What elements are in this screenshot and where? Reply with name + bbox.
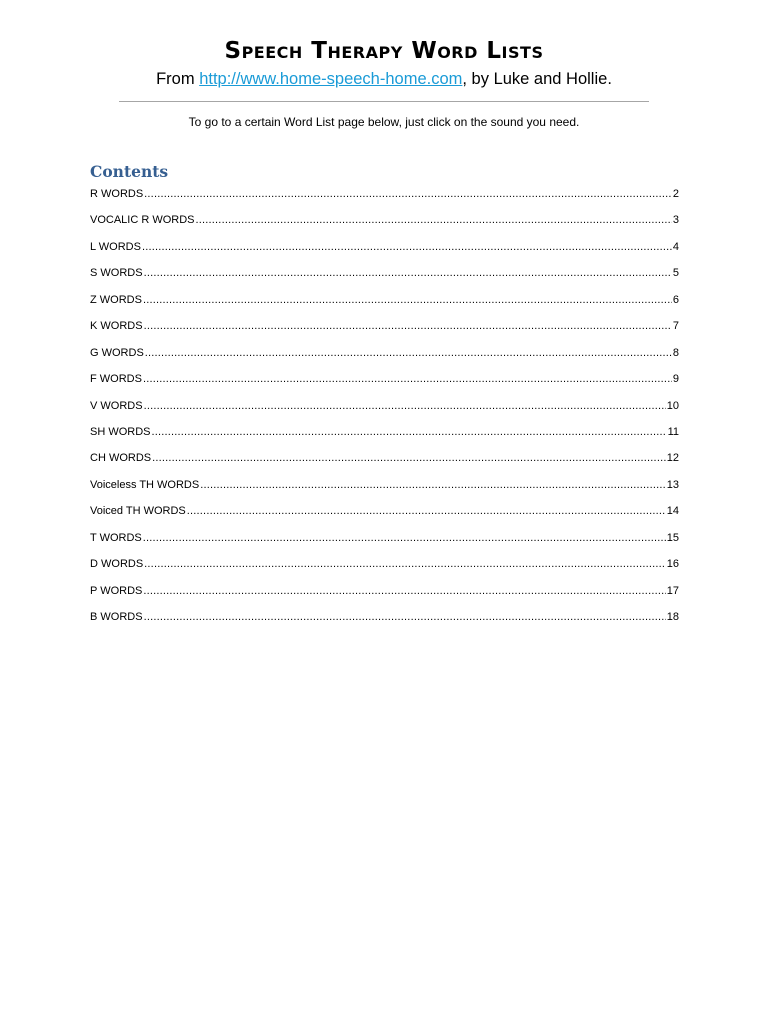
toc-page-number: 13 xyxy=(666,478,679,491)
subtitle xyxy=(0,70,768,89)
toc-page-number: 17 xyxy=(666,584,679,597)
toc-dot-leader xyxy=(144,555,666,573)
toc-entry-label: F WORDS xyxy=(90,373,142,386)
toc-entry-p-words[interactable] xyxy=(90,582,679,608)
subtitle-suffix: , by Luke and Hollie. xyxy=(462,70,612,88)
toc-entry-voiced-th-words[interactable] xyxy=(90,502,679,528)
toc-entry-g-words[interactable] xyxy=(90,344,679,370)
toc-page-number: 9 xyxy=(672,373,679,386)
divider xyxy=(119,101,649,102)
toc-page-number: 8 xyxy=(672,346,679,359)
toc-entry-z-words[interactable] xyxy=(90,291,679,317)
toc-dot-leader xyxy=(143,529,666,547)
toc-dot-leader xyxy=(143,370,672,388)
toc-entry-l-words[interactable] xyxy=(90,238,679,264)
toc-entry-label: SH WORDS xyxy=(90,425,151,438)
toc-entry-s-words[interactable] xyxy=(90,264,679,290)
toc-dot-leader xyxy=(144,397,666,415)
toc-dot-leader xyxy=(142,238,672,256)
toc-entry-label: D WORDS xyxy=(90,558,144,571)
toc-entry-t-words[interactable] xyxy=(90,529,679,555)
toc-page-number: 10 xyxy=(666,399,679,412)
toc-dot-leader xyxy=(152,423,667,441)
toc-entry-label: CH WORDS xyxy=(90,452,152,465)
toc-page-number: 7 xyxy=(672,320,679,333)
toc-dot-leader xyxy=(200,476,666,494)
toc-entry-voiceless-th-words[interactable] xyxy=(90,476,679,502)
toc-dot-leader xyxy=(187,502,666,520)
toc-page-number: 2 xyxy=(672,188,679,200)
toc-dot-leader xyxy=(152,449,666,467)
toc-entry-ch-words[interactable] xyxy=(90,449,679,475)
toc-page-number: 16 xyxy=(666,558,679,571)
toc-entry-vocalic-r-words[interactable] xyxy=(90,211,679,237)
toc-dot-leader xyxy=(196,211,672,229)
table-of-contents xyxy=(90,185,679,634)
toc-dot-leader xyxy=(145,344,672,362)
toc-entry-k-words[interactable] xyxy=(90,317,679,343)
toc-entry-label: V WORDS xyxy=(90,399,143,412)
toc-entry-b-words[interactable] xyxy=(90,608,679,634)
toc-entry-label: L WORDS xyxy=(90,240,141,253)
toc-dot-leader xyxy=(144,185,672,203)
subtitle-prefix: From xyxy=(156,70,200,88)
toc-entry-label: Z WORDS xyxy=(90,293,142,306)
toc-entry-label: Voiceless TH WORDS xyxy=(90,478,200,491)
contents-heading: Contents xyxy=(90,162,169,181)
toc-page-number: 12 xyxy=(666,452,679,465)
toc-page-number: 14 xyxy=(666,505,679,518)
toc-page-number: 6 xyxy=(672,293,679,306)
toc-dot-leader xyxy=(143,291,672,309)
toc-page-number: 15 xyxy=(666,531,679,544)
toc-entry-label: K WORDS xyxy=(90,320,143,333)
toc-entry-sh-words[interactable] xyxy=(90,423,679,449)
toc-entry-label: B WORDS xyxy=(90,611,143,623)
toc-dot-leader xyxy=(144,264,672,282)
toc-entry-label: VOCALIC R WORDS xyxy=(90,214,195,227)
toc-entry-label: Voiced TH WORDS xyxy=(90,505,186,518)
toc-entry-label: S WORDS xyxy=(90,267,143,280)
toc-page-number: 4 xyxy=(672,240,679,253)
toc-entry-label: T WORDS xyxy=(90,531,142,544)
toc-dot-leader xyxy=(144,608,666,626)
page-title: Speech Therapy Word Lists xyxy=(224,38,544,64)
instructions-text: To go to a certain Word List page below, just click on the sound you need. xyxy=(188,115,580,129)
toc-entry-label: P WORDS xyxy=(90,584,143,597)
toc-entry-label: R WORDS xyxy=(90,188,144,200)
toc-dot-leader xyxy=(143,582,665,600)
toc-entry-f-words[interactable] xyxy=(90,370,679,396)
toc-dot-leader xyxy=(144,317,672,335)
toc-entry-r-words[interactable] xyxy=(90,185,679,211)
toc-page-number: 18 xyxy=(666,611,679,623)
toc-entry-v-words[interactable] xyxy=(90,397,679,423)
toc-page-number: 3 xyxy=(672,214,679,227)
toc-page-number: 11 xyxy=(667,425,679,438)
website-link[interactable]: http://www.home-speech-home.com xyxy=(199,70,463,88)
toc-page-number: 5 xyxy=(672,267,679,280)
toc-entry-label: G WORDS xyxy=(90,346,144,359)
toc-entry-d-words[interactable] xyxy=(90,555,679,581)
